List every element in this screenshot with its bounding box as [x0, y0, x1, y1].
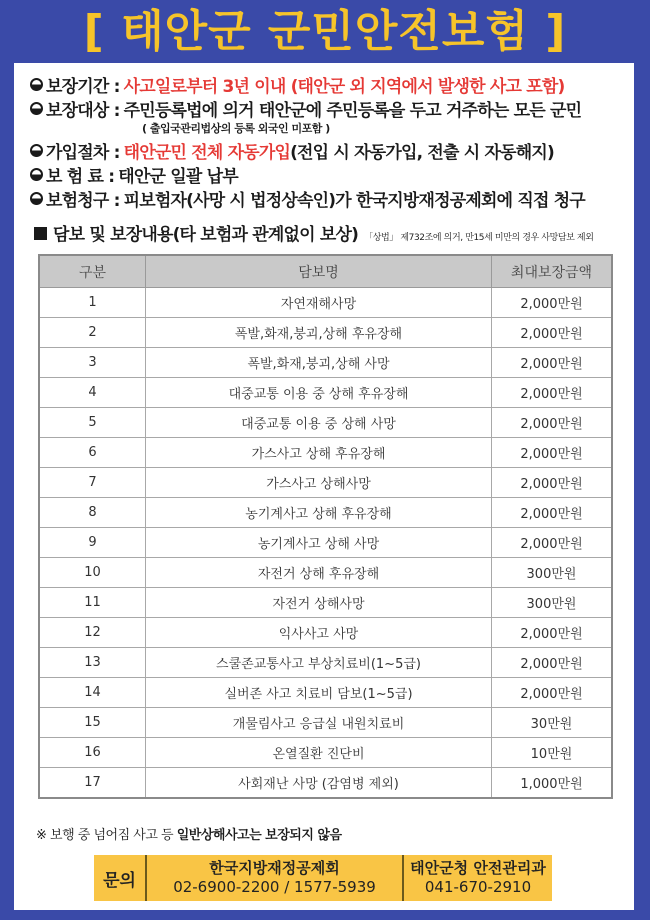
table-row	[39, 498, 612, 528]
info-value-highlight: 태안군민 전체 자동가입	[123, 142, 291, 163]
table-row	[39, 378, 612, 408]
info-enrollment	[30, 138, 630, 162]
note-prefix: ※ 보행 중 넘어짐 사고 등	[36, 828, 177, 843]
table-row	[39, 288, 612, 318]
row-coverage-name: 농기계사고 상해 사망	[146, 528, 492, 558]
row-no: 5	[39, 408, 146, 438]
table-header-row	[39, 255, 612, 288]
info-label: 보장대상 :	[46, 100, 120, 121]
content-panel	[14, 63, 634, 910]
table-row	[39, 558, 612, 588]
table-row	[39, 408, 612, 438]
table-row	[39, 588, 612, 618]
table-row	[39, 678, 612, 708]
bullet-icon	[30, 192, 43, 205]
table-row	[39, 648, 612, 678]
table-row	[39, 438, 612, 468]
bullet-icon	[30, 102, 43, 115]
row-no: 17	[39, 768, 146, 799]
row-max-amount: 2,000만원	[492, 408, 613, 438]
exclusion-note	[36, 824, 342, 843]
table-row	[39, 528, 612, 558]
row-no: 4	[39, 378, 146, 408]
row-coverage-name: 온열질환 진단비	[146, 738, 492, 768]
bullet-icon	[30, 144, 43, 157]
table-row	[39, 468, 612, 498]
info-claim	[30, 186, 630, 210]
info-label: 가입절차 :	[46, 142, 120, 163]
row-max-amount: 300만원	[492, 588, 613, 618]
row-coverage-name: 사회재난 사망 (감염병 제외)	[146, 768, 492, 799]
info-label: 보장기간 :	[46, 76, 120, 97]
table-row	[39, 768, 612, 799]
row-coverage-name: 개물림사고 응급실 내원치료비	[146, 708, 492, 738]
row-coverage-name: 스쿨존교통사고 부상치료비(1~5급)	[146, 648, 492, 678]
bullet-icon	[30, 78, 43, 91]
row-max-amount: 2,000만원	[492, 438, 613, 468]
row-coverage-name: 농기계사고 상해 후유장해	[146, 498, 492, 528]
contact-taean-county	[404, 855, 552, 901]
info-premium	[30, 162, 630, 186]
info-value: 피보험자(사망 시 법정상속인)가 한국지방재정공제회에 직접 청구	[123, 190, 585, 211]
law-note: 「상법」 제732조에 의거, 만15세 미만의 경우 사망담보 제외	[364, 233, 594, 243]
row-coverage-name: 폭발,화재,붕괴,상해 후유장해	[146, 318, 492, 348]
coverage-section-header	[34, 220, 594, 245]
row-max-amount: 2,000만원	[492, 648, 613, 678]
row-no: 13	[39, 648, 146, 678]
row-coverage-name: 대중교통 이용 중 상해 사망	[146, 408, 492, 438]
contact-phone: 041-670-2910	[424, 878, 532, 896]
row-no: 11	[39, 588, 146, 618]
contact-lofa	[147, 855, 404, 901]
row-coverage-name: 자전거 상해사망	[146, 588, 492, 618]
row-max-amount: 2,000만원	[492, 468, 613, 498]
info-coverage-period	[30, 72, 630, 96]
row-no: 9	[39, 528, 146, 558]
header-max-amount: 최대보장금액	[492, 255, 613, 288]
row-no: 6	[39, 438, 146, 468]
row-no: 12	[39, 618, 146, 648]
row-max-amount: 2,000만원	[492, 528, 613, 558]
header-no: 구분	[39, 255, 146, 288]
row-max-amount: 10만원	[492, 738, 613, 768]
note-bold: 일반상해사고는 보장되지 않음	[176, 828, 342, 843]
section-heading: 담보 및 보장내용(타 보험과 관계없이 보상)	[53, 225, 359, 245]
table-row	[39, 318, 612, 348]
row-no: 7	[39, 468, 146, 498]
info-value: 태안군 일괄 납부	[118, 166, 238, 187]
square-bullet-icon	[34, 227, 47, 240]
row-max-amount: 2,000만원	[492, 498, 613, 528]
row-max-amount: 2,000만원	[492, 378, 613, 408]
info-coverage-target	[30, 96, 630, 120]
table-row	[39, 738, 612, 768]
row-coverage-name: 가스사고 상해 후유장해	[146, 438, 492, 468]
row-no: 15	[39, 708, 146, 738]
foreigner-exclusion-note: ( 출입국관리법상의 등록 외국인 미포함 )	[142, 122, 330, 135]
row-no: 3	[39, 348, 146, 378]
row-max-amount: 1,000만원	[492, 768, 613, 799]
page-title: [ 태안군 군민안전보험 ]	[83, 6, 567, 57]
contact-org: 태안군청 안전관리과	[410, 859, 546, 877]
row-no: 1	[39, 288, 146, 318]
table-row	[39, 708, 612, 738]
row-coverage-name: 실버존 사고 치료비 담보(1~5급)	[146, 678, 492, 708]
row-no: 2	[39, 318, 146, 348]
header-coverage-name: 담보명	[146, 255, 492, 288]
row-no: 8	[39, 498, 146, 528]
row-max-amount: 300만원	[492, 558, 613, 588]
info-label: 보험청구 :	[46, 190, 120, 211]
contact-phone: 02-6900-2200 / 1577-5939	[173, 878, 376, 896]
info-value: (전입 시 자동가입, 전출 시 자동해지)	[290, 142, 554, 163]
row-coverage-name: 가스사고 상해사망	[146, 468, 492, 498]
table-row	[39, 618, 612, 648]
coverage-table	[38, 254, 613, 799]
row-max-amount: 2,000만원	[492, 318, 613, 348]
row-coverage-name: 폭발,화재,붕괴,상해 사망	[146, 348, 492, 378]
row-no: 10	[39, 558, 146, 588]
contact-box	[94, 855, 552, 901]
row-max-amount: 2,000만원	[492, 678, 613, 708]
row-no: 14	[39, 678, 146, 708]
row-max-amount: 2,000만원	[492, 618, 613, 648]
info-value: 주민등록법에 의거 태안군에 주민등록을 두고 거주하는 모든 군민	[123, 100, 582, 121]
bullet-icon	[30, 168, 43, 181]
row-coverage-name: 대중교통 이용 중 상해 후유장해	[146, 378, 492, 408]
row-max-amount: 2,000만원	[492, 288, 613, 318]
info-label: 보 험 료 :	[46, 166, 115, 187]
info-value-highlight: 사고일로부터 3년 이내 (태안군 외 지역에서 발생한 사고 포함)	[123, 76, 565, 97]
contact-label: 문의	[94, 855, 147, 901]
table-row	[39, 348, 612, 378]
row-max-amount: 30만원	[492, 708, 613, 738]
row-coverage-name: 자전거 상해 후유장해	[146, 558, 492, 588]
row-coverage-name: 익사사고 사망	[146, 618, 492, 648]
contact-org: 한국지방재정공제회	[209, 859, 340, 877]
row-no: 16	[39, 738, 146, 768]
insurance-info-list	[30, 72, 630, 210]
row-max-amount: 2,000만원	[492, 348, 613, 378]
row-coverage-name: 자연재해사망	[146, 288, 492, 318]
